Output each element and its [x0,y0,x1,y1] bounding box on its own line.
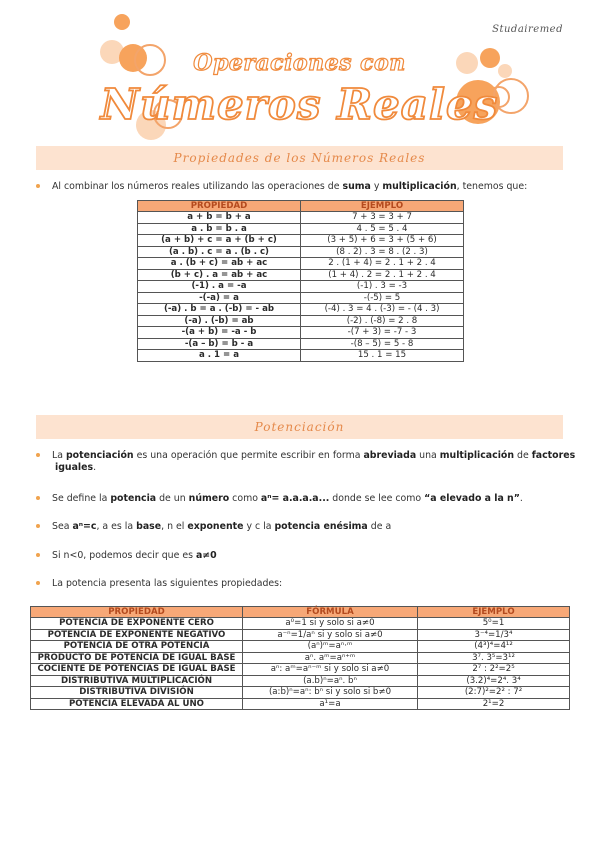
property-cell: (a + b) + c = a + (b + c) [138,235,301,247]
property-cell: POTENCIA DE OTRA POTENCIA [31,641,243,653]
example-cell: 15 . 1 = 15 [301,350,464,362]
intro-bullet: Al combinar los números reales utilizando las operaciones de suma y multiplicación, tenemos que: [36,181,527,193]
table-row [31,652,570,664]
property-cell: -(-a) = a [138,292,301,304]
bullet-power-definition: Se define la potencia de un número como aⁿ= a.a.a.a... donde se lee como “a elevado a la n”. [36,493,523,505]
table-row [138,258,464,270]
example-cell: 3⁻⁴=1/3⁴ [418,629,570,641]
example-cell: 2 . (1 + 4) = 2 . 1 + 2 . 4 [301,258,464,270]
example-cell: (-2) . (-8) = 2 . 8 [301,315,464,327]
formula-cell: (a.b)ⁿ=aⁿ. bⁿ [243,675,418,687]
bullet-negative: Si n<0, podemos decir que es a≠0 [36,550,217,562]
table-row [31,687,570,699]
column-header: FÓRMULA [243,607,418,618]
column-header: PROPIEDAD [31,607,243,618]
example-cell: 2¹=2 [418,698,570,710]
column-header: EJEMPLO [418,607,570,618]
example-cell: (-1) . 3 = -3 [301,281,464,293]
table-row [138,269,464,281]
table-row [138,246,464,258]
example-cell: -(-5) = 5 [301,292,464,304]
column-header: EJEMPLO [301,201,464,212]
bullet-definition: La potenciación es una operación que permite escribir en forma abreviada una multiplicación de factores iguales. [36,450,575,474]
property-cell: COCIENTE DE POTENCIAS DE IGUAL BASE [31,664,243,676]
example-cell: -(8 – 5) = 5 - 8 [301,338,464,350]
property-cell: (-1) . a = -a [138,281,301,293]
table-row [138,350,464,362]
bullet-parts: Sea aⁿ=c, a es la base, n el exponente y c la potencia enésima de a [36,521,391,533]
author-signature: Studairemed [492,24,563,35]
decor-circle [114,14,130,30]
table-row [138,304,464,316]
example-cell: (1 + 4) . 2 = 2 . 1 + 2 . 4 [301,269,464,281]
property-cell: (-a) . b = a . (-b) = - ab [138,304,301,316]
formula-cell: a⁻ⁿ=1/aⁿ si y solo si a≠0 [243,629,418,641]
bullet-dot [36,581,40,585]
potencia-properties-table [30,606,570,710]
example-cell: (3.2)⁴=2⁴. 3⁴ [418,675,570,687]
table-row [138,212,464,224]
table-header-row [138,201,464,212]
formula-cell: (a:b)ⁿ=aⁿ: bⁿ si y solo si b≠0 [243,687,418,699]
example-cell: (-4) . 3 = 4 . (-3) = - (4 . 3) [301,304,464,316]
table-row [31,698,570,710]
property-cell: PRODUCTO DE POTENCIA DE IGUAL BASE [31,652,243,664]
formula-cell: aⁿ: aᵐ=aⁿ⁻ᵐ si y solo si a≠0 [243,664,418,676]
example-cell: -(7 + 3) = -7 - 3 [301,327,464,339]
example-cell: 4 . 5 = 5 . 4 [301,223,464,235]
table-row [31,629,570,641]
example-cell: (4³)⁴=4¹² [418,641,570,653]
property-cell: -(a + b) = -a - b [138,327,301,339]
property-cell: DISTRIBUTIVA MULTIPLICACIÓN [31,675,243,687]
table-row [138,281,464,293]
example-cell: (2:7)²=2² : 7² [418,687,570,699]
table-row [138,327,464,339]
bullet-dot [36,184,40,188]
table-row [31,641,570,653]
table-row [31,664,570,676]
property-cell: POTENCIA DE EXPONENTE NEGATIVO [31,629,243,641]
table-row [31,675,570,687]
example-cell: 7 + 3 = 3 + 7 [301,212,464,224]
example-cell: 5⁰=1 [418,618,570,630]
property-cell: (b + c) . a = ab + ac [138,269,301,281]
property-cell: (-a) . (-b) = ab [138,315,301,327]
bullet-dot [36,553,40,557]
property-cell: a . b = b . a [138,223,301,235]
property-cell: DISTRIBUTIVA DIVISIÓN [31,687,243,699]
table-header-row [31,607,570,618]
bullet-dot [36,496,40,500]
formula-cell: (aⁿ)ᵐ=aⁿ·ᵐ [243,641,418,653]
table-row [138,338,464,350]
page-title-line2: Números Reales [100,80,499,129]
properties-table [137,200,464,362]
section-heading-properties: Propiedades de los Números Reales [36,146,563,170]
property-cell: a . (b + c) = ab + ac [138,258,301,270]
section-heading-potenciacion: Potenciación [36,415,563,439]
formula-cell: a¹=a [243,698,418,710]
bullet-properties-intro: La potencia presenta las siguientes propiedades: [36,578,282,590]
formula-cell: a⁰=1 si y solo si a≠0 [243,618,418,630]
property-cell: -(a – b) = b - a [138,338,301,350]
table-row [138,235,464,247]
bullet-dot [36,453,40,457]
bullet-dot [36,524,40,528]
example-cell: 2⁷ : 2²=2⁵ [418,664,570,676]
property-cell: a . 1 = a [138,350,301,362]
property-cell: POTENCIA DE EXPONENTE CERO [31,618,243,630]
example-cell: (3 + 5) + 6 = 3 + (5 + 6) [301,235,464,247]
table-row [31,618,570,630]
example-cell: 3⁷. 3⁵=3¹² [418,652,570,664]
table-row [138,223,464,235]
page-title-line1: Operaciones con [193,50,406,76]
formula-cell: aⁿ. aᵐ=aⁿ⁺ᵐ [243,652,418,664]
column-header: PROPIEDAD [138,201,301,212]
property-cell: POTENCIA ELEVADA AL UNO [31,698,243,710]
table-row [138,315,464,327]
property-cell: a + b = b + a [138,212,301,224]
property-cell: (a . b) . c = a . (b . c) [138,246,301,258]
table-row [138,292,464,304]
example-cell: (8 . 2) . 3 = 8 . (2 . 3) [301,246,464,258]
